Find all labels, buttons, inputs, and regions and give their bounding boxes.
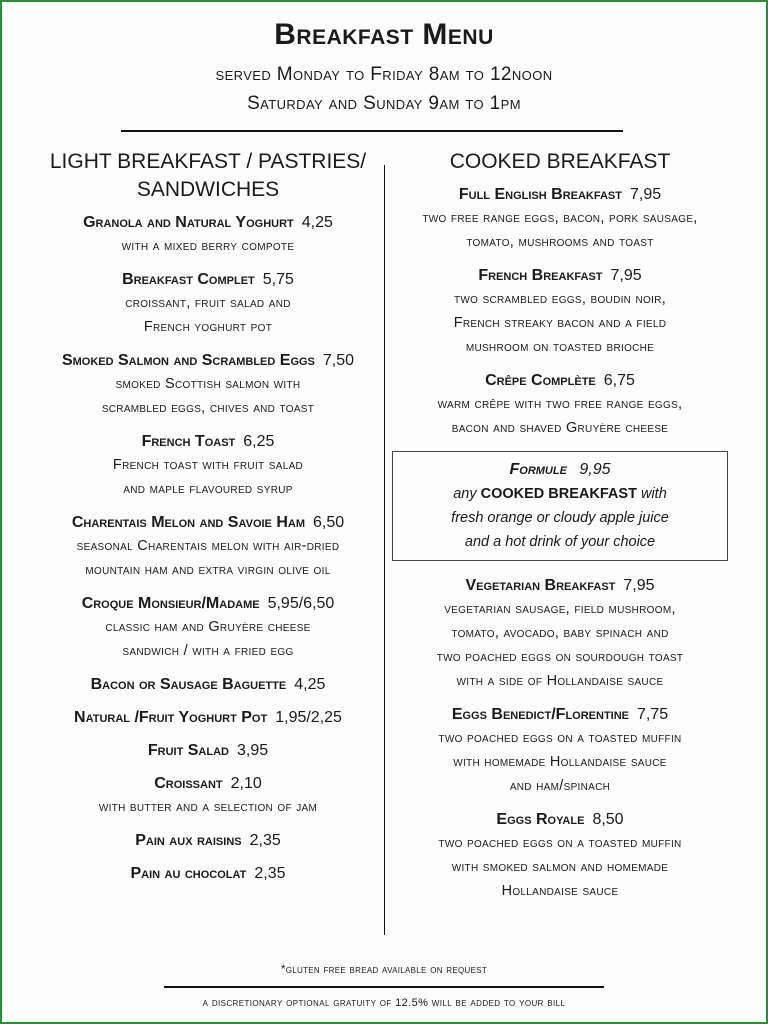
- menu-item-price: 3,95: [236, 742, 269, 759]
- menu-item-name: Charentais Melon and Savoie Ham: [71, 514, 305, 531]
- column-divider: [384, 165, 385, 935]
- section-title-cooked-breakfast: COOKED BREAKFAST: [449, 150, 671, 173]
- menu-item-description: and maple flavoured syrup: [123, 481, 293, 497]
- menu-item-description: and ham/spinach: [509, 778, 611, 794]
- menu-item-heading: [38, 269, 378, 291]
- menu-item-heading: [38, 512, 378, 534]
- cooked-breakfast-items-bottom: [392, 575, 728, 903]
- menu-item-price: 4,25: [294, 676, 326, 693]
- formule-line-1-post: with: [640, 486, 667, 502]
- menu-item: [392, 575, 728, 693]
- menu-item-description: classic ham and Gruyère cheese: [105, 619, 311, 635]
- menu-item-heading: [38, 707, 378, 729]
- menu-item: [38, 740, 378, 762]
- menu-item-heading: [392, 265, 728, 287]
- menu-item-name: Eggs Royale: [496, 811, 585, 828]
- light-breakfast-items: [38, 212, 378, 885]
- menu-item-description: French streaky bacon and a field: [453, 315, 667, 331]
- menu-item-description: two poached eggs on sourdough toast: [436, 649, 684, 665]
- footer-divider: [164, 986, 604, 988]
- menu-item: [38, 269, 378, 339]
- menu-item-price: 7,75: [637, 706, 669, 723]
- menu-item-price: 2,10: [230, 775, 262, 792]
- menu-item-description: smoked Scottish salmon with: [115, 376, 301, 392]
- menu-item-price: 6,25: [243, 433, 275, 450]
- menu-item-heading: [38, 350, 378, 372]
- menu-item-name: Bacon or Sausage Baguette: [90, 676, 287, 693]
- gratuity-notice: a discretionary optional gratuity of 12.5% will be added to your bill: [202, 997, 566, 1009]
- menu-item: [38, 212, 378, 258]
- menu-item-heading: [38, 863, 378, 885]
- formule-line-1: [397, 482, 723, 506]
- formule-line-3: and a hot drink of your choice: [464, 534, 656, 550]
- menu-item-name: Pain aux raisins: [135, 832, 242, 849]
- menu-item: [392, 370, 728, 440]
- section-title-light-breakfast: LIGHT BREAKFAST / PASTRIES/ SANDWICHES: [49, 150, 367, 201]
- menu-item-name: Eggs Benedict/Florentine: [451, 706, 630, 723]
- menu-item: [38, 431, 378, 501]
- header-divider: [121, 130, 623, 132]
- menu-item-description: seasonal Charentais melon with air-dried: [76, 538, 340, 554]
- formule-price: 9,95: [579, 461, 611, 478]
- menu-item-heading: [392, 704, 728, 726]
- menu-item-name: Pain au chocolat: [130, 865, 247, 882]
- menu-item-description: mushroom on toasted brioche: [465, 339, 655, 355]
- menu-title: Breakfast Menu: [274, 18, 494, 51]
- menu-item-price: 7,95: [629, 186, 662, 203]
- menu-item-price: 7,95: [623, 577, 655, 594]
- menu-item-description: mountain ham and extra virgin olive oil: [85, 562, 331, 578]
- menu-item-description: French toast with fruit salad: [112, 457, 304, 473]
- menu-item-heading: [392, 184, 728, 206]
- menu-item-price: 7,95: [610, 267, 642, 284]
- menu-item-name: Granola and Natural Yoghurt: [83, 214, 294, 231]
- gluten-free-footnote: *gluten free bread available on request: [280, 964, 488, 976]
- menu-item: [392, 809, 728, 903]
- menu-item-price: 2,35: [254, 865, 286, 882]
- menu-item: [38, 350, 378, 420]
- menu-item: [38, 830, 378, 852]
- menu-item: [38, 863, 378, 885]
- menu-item: [38, 674, 378, 696]
- menu-item-description: vegetarian sausage, field mushroom,: [444, 601, 676, 617]
- menu-item-description: French yoghurt pot: [143, 319, 273, 335]
- menu-item-heading: [38, 431, 378, 453]
- menu-item-description: with smoked salmon and homemade: [451, 859, 669, 875]
- menu-item-name: Crêpe Complète: [485, 372, 596, 389]
- menu-item-description: Hollandaise sauce: [501, 883, 619, 899]
- menu-item-description: croissant, fruit salad and: [125, 295, 291, 311]
- cooked-breakfast-column: [392, 148, 728, 914]
- formule-box: [392, 451, 728, 561]
- menu-item-price: 8,50: [592, 811, 624, 828]
- menu-item: [392, 184, 728, 254]
- light-breakfast-column: [38, 148, 378, 896]
- menu-item-price: 4,25: [301, 214, 333, 231]
- menu-item-heading: [38, 740, 378, 762]
- formule-line-1-pre: any: [453, 486, 477, 502]
- menu-item-description: two poached eggs on a toasted muffin: [438, 730, 682, 746]
- menu-item-heading: [392, 809, 728, 831]
- menu-item-description: warm crêpe with two free range eggs,: [437, 396, 683, 412]
- menu-item-description: with homemade Hollandaise sauce: [453, 754, 667, 770]
- menu-item-name: Croissant: [154, 775, 223, 792]
- menu-item-name: Full English Breakfast: [458, 186, 622, 203]
- formule-heading: [397, 458, 723, 482]
- menu-item-price: 5,95/6,50: [267, 595, 335, 612]
- menu-item-heading: [38, 773, 378, 795]
- menu-item-name: Natural /Fruit Yoghurt Pot: [74, 709, 268, 726]
- menu-item-price: 2,35: [249, 832, 281, 849]
- menu-item-description: with butter and a selection of jam: [98, 799, 318, 815]
- menu-item-price: 5,75: [262, 271, 294, 288]
- menu-item: [392, 265, 728, 359]
- menu-item: [38, 512, 378, 582]
- menu-item: [38, 773, 378, 819]
- menu-item-description: sandwich / with a fried egg: [122, 643, 294, 659]
- menu-item-heading: [38, 830, 378, 852]
- formule-line-2: fresh orange or cloudy apple juice: [451, 510, 669, 526]
- cooked-breakfast-items-top: [392, 184, 728, 440]
- menu-item-price: 6,50: [313, 514, 345, 531]
- menu-item-name: Smoked Salmon and Scrambled Eggs: [61, 352, 315, 369]
- menu-item-price: 1,95/2,25: [275, 709, 342, 726]
- menu-item-price: 6,75: [603, 372, 635, 389]
- hours-weekday: served Monday to Friday 8am to 12noon: [215, 64, 553, 85]
- formule-line-1-bold: COOKED BREAKFAST: [480, 486, 637, 502]
- menu-item-description: bacon and shaved Gruyère cheese: [451, 420, 669, 436]
- formule-name: Formule: [509, 461, 567, 478]
- menu-item: [38, 707, 378, 729]
- menu-item-heading: [38, 674, 378, 696]
- menu-item: [38, 593, 378, 663]
- menu-item-heading: [392, 370, 728, 392]
- menu-item-description: scrambled eggs, chives and toast: [101, 400, 315, 416]
- menu-item-name: Breakfast Complet: [122, 271, 255, 288]
- menu-item-heading: [392, 575, 728, 597]
- menu-item-name: Fruit Salad: [147, 742, 229, 759]
- menu-item-description: with a side of Hollandaise sauce: [456, 673, 664, 689]
- menu-item-name: French Breakfast: [478, 267, 603, 284]
- menu-item-description: tomato, avocado, baby spinach and: [451, 625, 669, 641]
- hours-weekend: Saturday and Sunday 9am to 1pm: [247, 93, 521, 114]
- menu-item: [392, 704, 728, 798]
- menu-item-description: tomato, mushrooms and toast: [466, 234, 654, 250]
- menu-item-heading: [38, 212, 378, 234]
- menu-item-description: two poached eggs on a toasted muffin: [438, 835, 682, 851]
- menu-item-heading: [38, 593, 378, 615]
- menu-item-price: 7,50: [322, 352, 355, 369]
- menu-item-description: with a mixed berry compote: [121, 238, 295, 254]
- menu-item-name: Vegetarian Breakfast: [465, 577, 616, 594]
- menu-item-name: French Toast: [141, 433, 236, 450]
- menu-item-description: two scrambled eggs, boudin noir,: [453, 291, 667, 307]
- menu-item-description: two free range eggs, bacon, pork sausage,: [422, 210, 698, 226]
- menu-item-name: Croque Monsieur/Madame: [81, 595, 260, 612]
